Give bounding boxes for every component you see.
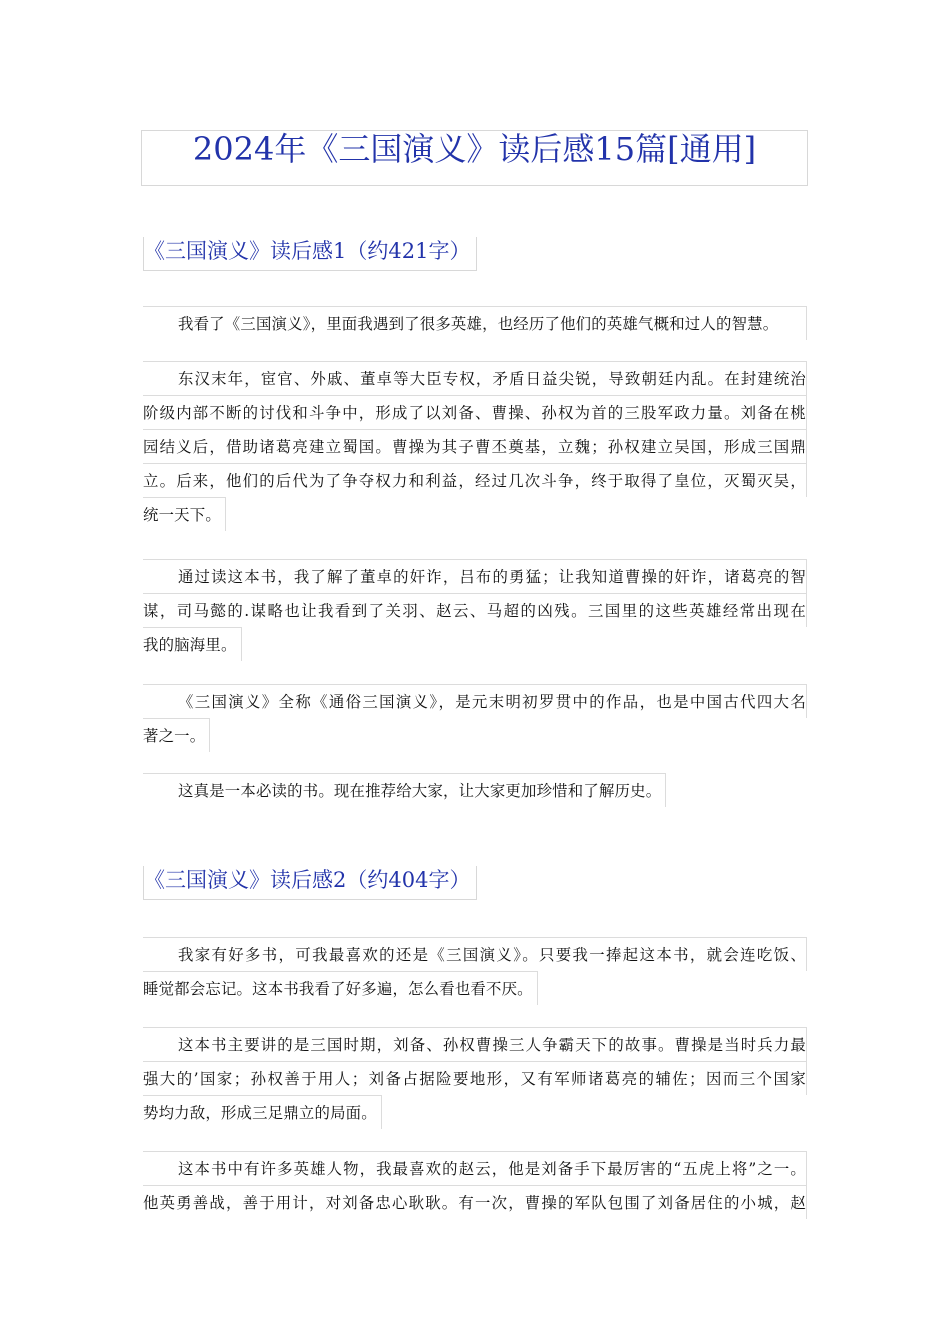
paragraph-line: 这本书中有许多英雄人物，我最喜欢的赵云，他是刘备手下最厉害的“五虎上将”之一。: [143, 1151, 807, 1185]
paragraph-line: 东汉末年，宦官、外戚、董卓等大臣专权，矛盾日益尖锐，导致朝廷内乱。在封建统治: [143, 361, 807, 395]
paragraph-line: 他英勇善战，善于用计，对刘备忠心耿耿。有一次，曹操的军队包围了刘备居住的小城，赵: [143, 1185, 807, 1219]
paragraph-line: 这本书主要讲的是三国时期，刘备、孙权曹操三人争霸天下的故事。曹操是当时兵力最: [143, 1027, 807, 1061]
paragraph: [143, 361, 807, 543]
paragraph-line: 我的脑海里。: [143, 627, 242, 661]
section-heading-1: 《三国演义》读后感1（约421字）: [143, 237, 477, 271]
paragraph-line: 阶级内部不断的讨伐和斗争中，形成了以刘备、曹操、孙权为首的三股军政力量。刘备在桃: [143, 395, 807, 429]
paragraph: [143, 684, 807, 764]
paragraph-line: 通过读这本书，我了解了董卓的奸诈，吕布的勇猛；让我知道曹操的奸诈，诸葛亮的智: [143, 559, 807, 593]
paragraph-line: 统一天下。: [143, 497, 226, 531]
paragraph-line: 这真是一本必读的书。现在推荐给大家，让大家更加珍惜和了解历史。: [143, 773, 666, 807]
paragraph-line: 谋，司马懿的.谋略也让我看到了关羽、赵云、马超的凶残。三国里的这些英雄经常出现在: [143, 593, 807, 627]
paragraph: [143, 937, 807, 1017]
section-heading-2: 《三国演义》读后感2（约404字）: [143, 866, 477, 900]
paragraph-line: 我家有好多书，可我最喜欢的还是《三国演义》。只要我一捧起这本书，就会连吃饭、: [143, 937, 807, 971]
paragraph: [143, 306, 807, 340]
paragraph-line: 著之一。: [143, 718, 210, 752]
paragraph: [143, 1027, 807, 1141]
document-title: 2024年《三国演义》读后感15篇[通用]: [192, 130, 757, 168]
paragraph-line: 立。后来，他们的后代为了争夺权力和利益，经过几次斗争，终于取得了皇位，灭蜀灭吴，: [143, 463, 807, 497]
paragraph: [143, 773, 807, 819]
paragraph-line: 睡觉都会忘记。这本书我看了好多遍，怎么看也看不厌。: [143, 971, 538, 1005]
paragraph: [143, 559, 807, 673]
paragraph-line: 势均力敌，形成三足鼎立的局面。: [143, 1095, 382, 1129]
paragraph-line: 我看了《三国演义》，里面我遇到了很多英雄，也经历了他们的英雄气概和过人的智慧。: [143, 306, 807, 340]
paragraph-line: 园结义后，借助诸葛亮建立蜀国。曹操为其子曹丕奠基，立魏；孙权建立吴国，形成三国鼎: [143, 429, 807, 463]
paragraph-line: 强大的’国家；孙权善于用人；刘备占据险要地形，又有军师诸葛亮的辅佐；因而三个国家: [143, 1061, 807, 1095]
paragraph-line: 《三国演义》全称《通俗三国演义》，是元末明初罗贯中的作品，也是中国古代四大名: [143, 684, 807, 718]
paragraph: [143, 1151, 807, 1219]
